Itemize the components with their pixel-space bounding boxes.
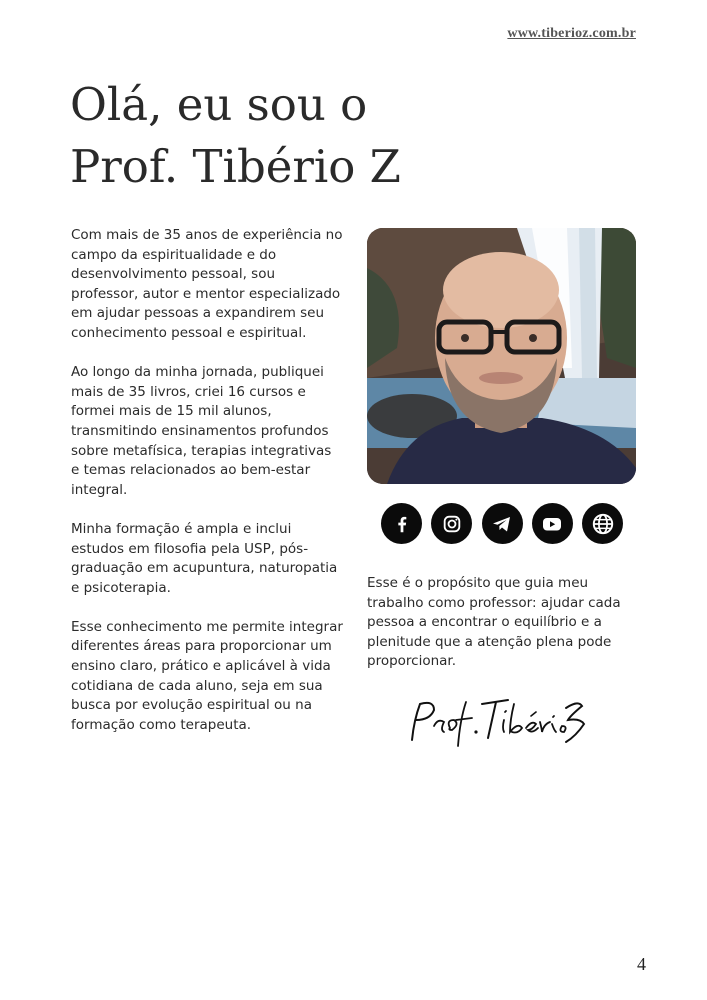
intro-paragraph: Ao longo da minha jornada, publiquei mais de 35 livros, criei 16 cursos e formei mais de 15 mil alunos, transmitindo ensinamentos profundos sobre metafísica, terapias integrativas e temas relacionados ao bem-estar integral. [71,364,332,498]
telegram-icon[interactable] [482,503,523,544]
youtube-icon[interactable] [532,503,573,544]
signature [400,690,590,750]
globe-icon[interactable] [582,503,623,544]
page-title-line-1: Olá, eu sou o [70,78,368,131]
page-title-line-2: Prof. Tibério Z [70,140,401,193]
page-number: 4 [637,954,646,974]
intro-paragraph: Minha formação é ampla e inclui estudos em filosofia pela USP, pós-graduação em acupuntura, naturopatia e psicoterapia. [71,520,338,596]
intro-paragraph: Com mais de 35 anos de experiência no campo da espiritualidade e do desenvolvimento pessoal, sou professor, autor e mentor especializado em ajudar pessoas a expandirem seu conhecimento pessoal e espiritual. [71,227,343,341]
purpose-text: Esse é o propósito que guia meu trabalho como professor: ajudar cada pessoa a encontrar o equilíbrio e a plenitude que a atenção plena pode proporcionar. [367,575,621,670]
site-url-link[interactable]: www.tiberioz.com.br [507,26,636,41]
intro-text [71,226,343,755]
intro-paragraph: Esse conhecimento me permite integrar diferentes áreas para proporcionar um ensino claro, prático e aplicável à vida cotidiana de cada aluno, seja em sua busca por evolução espiritual ou na formação como terapeuta. [71,618,343,733]
social-links [381,503,623,545]
author-photo [367,228,636,484]
page-title [70,74,630,198]
instagram-icon[interactable] [431,503,472,544]
facebook-icon[interactable] [381,503,422,544]
